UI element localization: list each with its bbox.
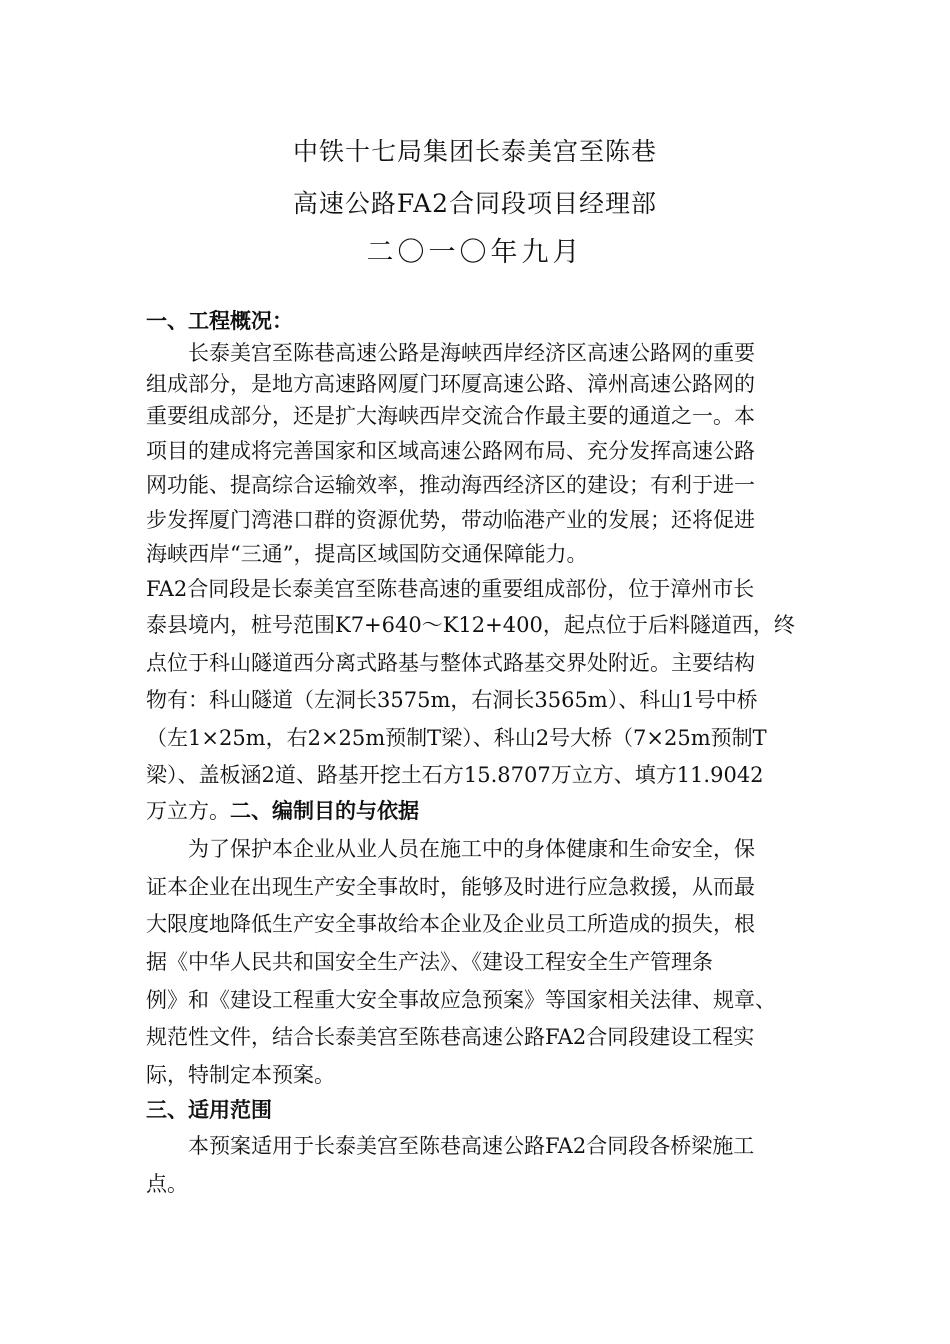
paragraph-line: 物有：科山隧道（左洞长3575m，右洞长3565m）、科山1号中桥 [146, 688, 758, 712]
section1-heading: 一、工程概况： [146, 308, 293, 333]
paragraph-tail: 万立方。 [146, 799, 230, 823]
paragraph-line: 泰县境内，桩号范围K7+640～K12+400，起点位于后料隧道西，终 [146, 613, 795, 637]
paragraph-line-with-heading [146, 796, 419, 826]
paragraph-line: 大限度地降低生产安全事故给本企业及企业员工所造成的损失，根 [146, 912, 755, 936]
paragraph-line: 步发挥厦门湾港口群的资源优势，带动临港产业的发展；还将促进 [146, 508, 755, 532]
paragraph-line: 项目的建成将完善国家和区域高速公路网布局、充分发挥高速公路 [146, 439, 755, 463]
section3-heading: 三、适用范围 [146, 1097, 272, 1122]
paragraph-line: 本预案适用于长泰美宫至陈巷高速公路FA2合同段各桥梁施工 [188, 1134, 755, 1158]
paragraph-line: 据《中华人民共和国安全生产法》、《建设工程安全生产管理条 [146, 950, 713, 974]
title-date: 二〇一〇年九月 [366, 237, 584, 268]
paragraph-line: 网功能、提高综合运输效率，推动海西经济区的建设；有利于进一 [146, 473, 755, 497]
paragraph-line: 海峡西岸“三通”，提高区域国防交通保障能力。 [146, 542, 588, 566]
paragraph-line: 点。 [146, 1172, 188, 1196]
paragraph-line: 为了保护本企业从业人员在施工中的身体健康和生命安全，保 [188, 837, 755, 861]
paragraph-line: 证本企业在出现生产安全事故时，能够及时进行应急救援，从而最 [146, 875, 755, 899]
title-department: 高速公路FA2合同段项目经理部 [292, 189, 658, 218]
paragraph-line: 长泰美宫至陈巷高速公路是海峡西岸经济区高速公路网的重要 [188, 341, 755, 365]
paragraph-line: 组成部分，是地方高速路网厦门环厦高速公路、漳州高速公路网的 [146, 372, 755, 396]
paragraph-line: 规范性文件，结合长泰美宫至陈巷高速公路FA2合同段建设工程实 [146, 1025, 755, 1049]
paragraph-line: （左1×25m，右2×25m预制T梁）、科山2号大桥（7×25m预制T [146, 726, 767, 750]
title-organization: 中铁十七局集团长泰美宫至陈巷 [292, 137, 657, 166]
paragraph-line: 重要组成部分，还是扩大海峡西岸交流合作最主要的通道之一。本 [146, 404, 755, 428]
paragraph-line: 梁）、盖板涵2道、路基开挖土石方15.8707万立方、填方11.9042 [146, 763, 764, 787]
paragraph-line: 际，特制定本预案。 [146, 1063, 335, 1087]
section2-heading: 二、编制目的与依据 [230, 798, 419, 823]
paragraph-line: 例》和《建设工程重大安全事故应急预案》等国家相关法律、规章、 [146, 988, 776, 1012]
paragraph-line: 点位于科山隧道西分离式路基与整体式路基交界处附近。主要结构 [146, 651, 755, 675]
paragraph-line: FA2合同段是长泰美宫至陈巷高速的重要组成部份，位于漳州市长 [146, 577, 755, 601]
